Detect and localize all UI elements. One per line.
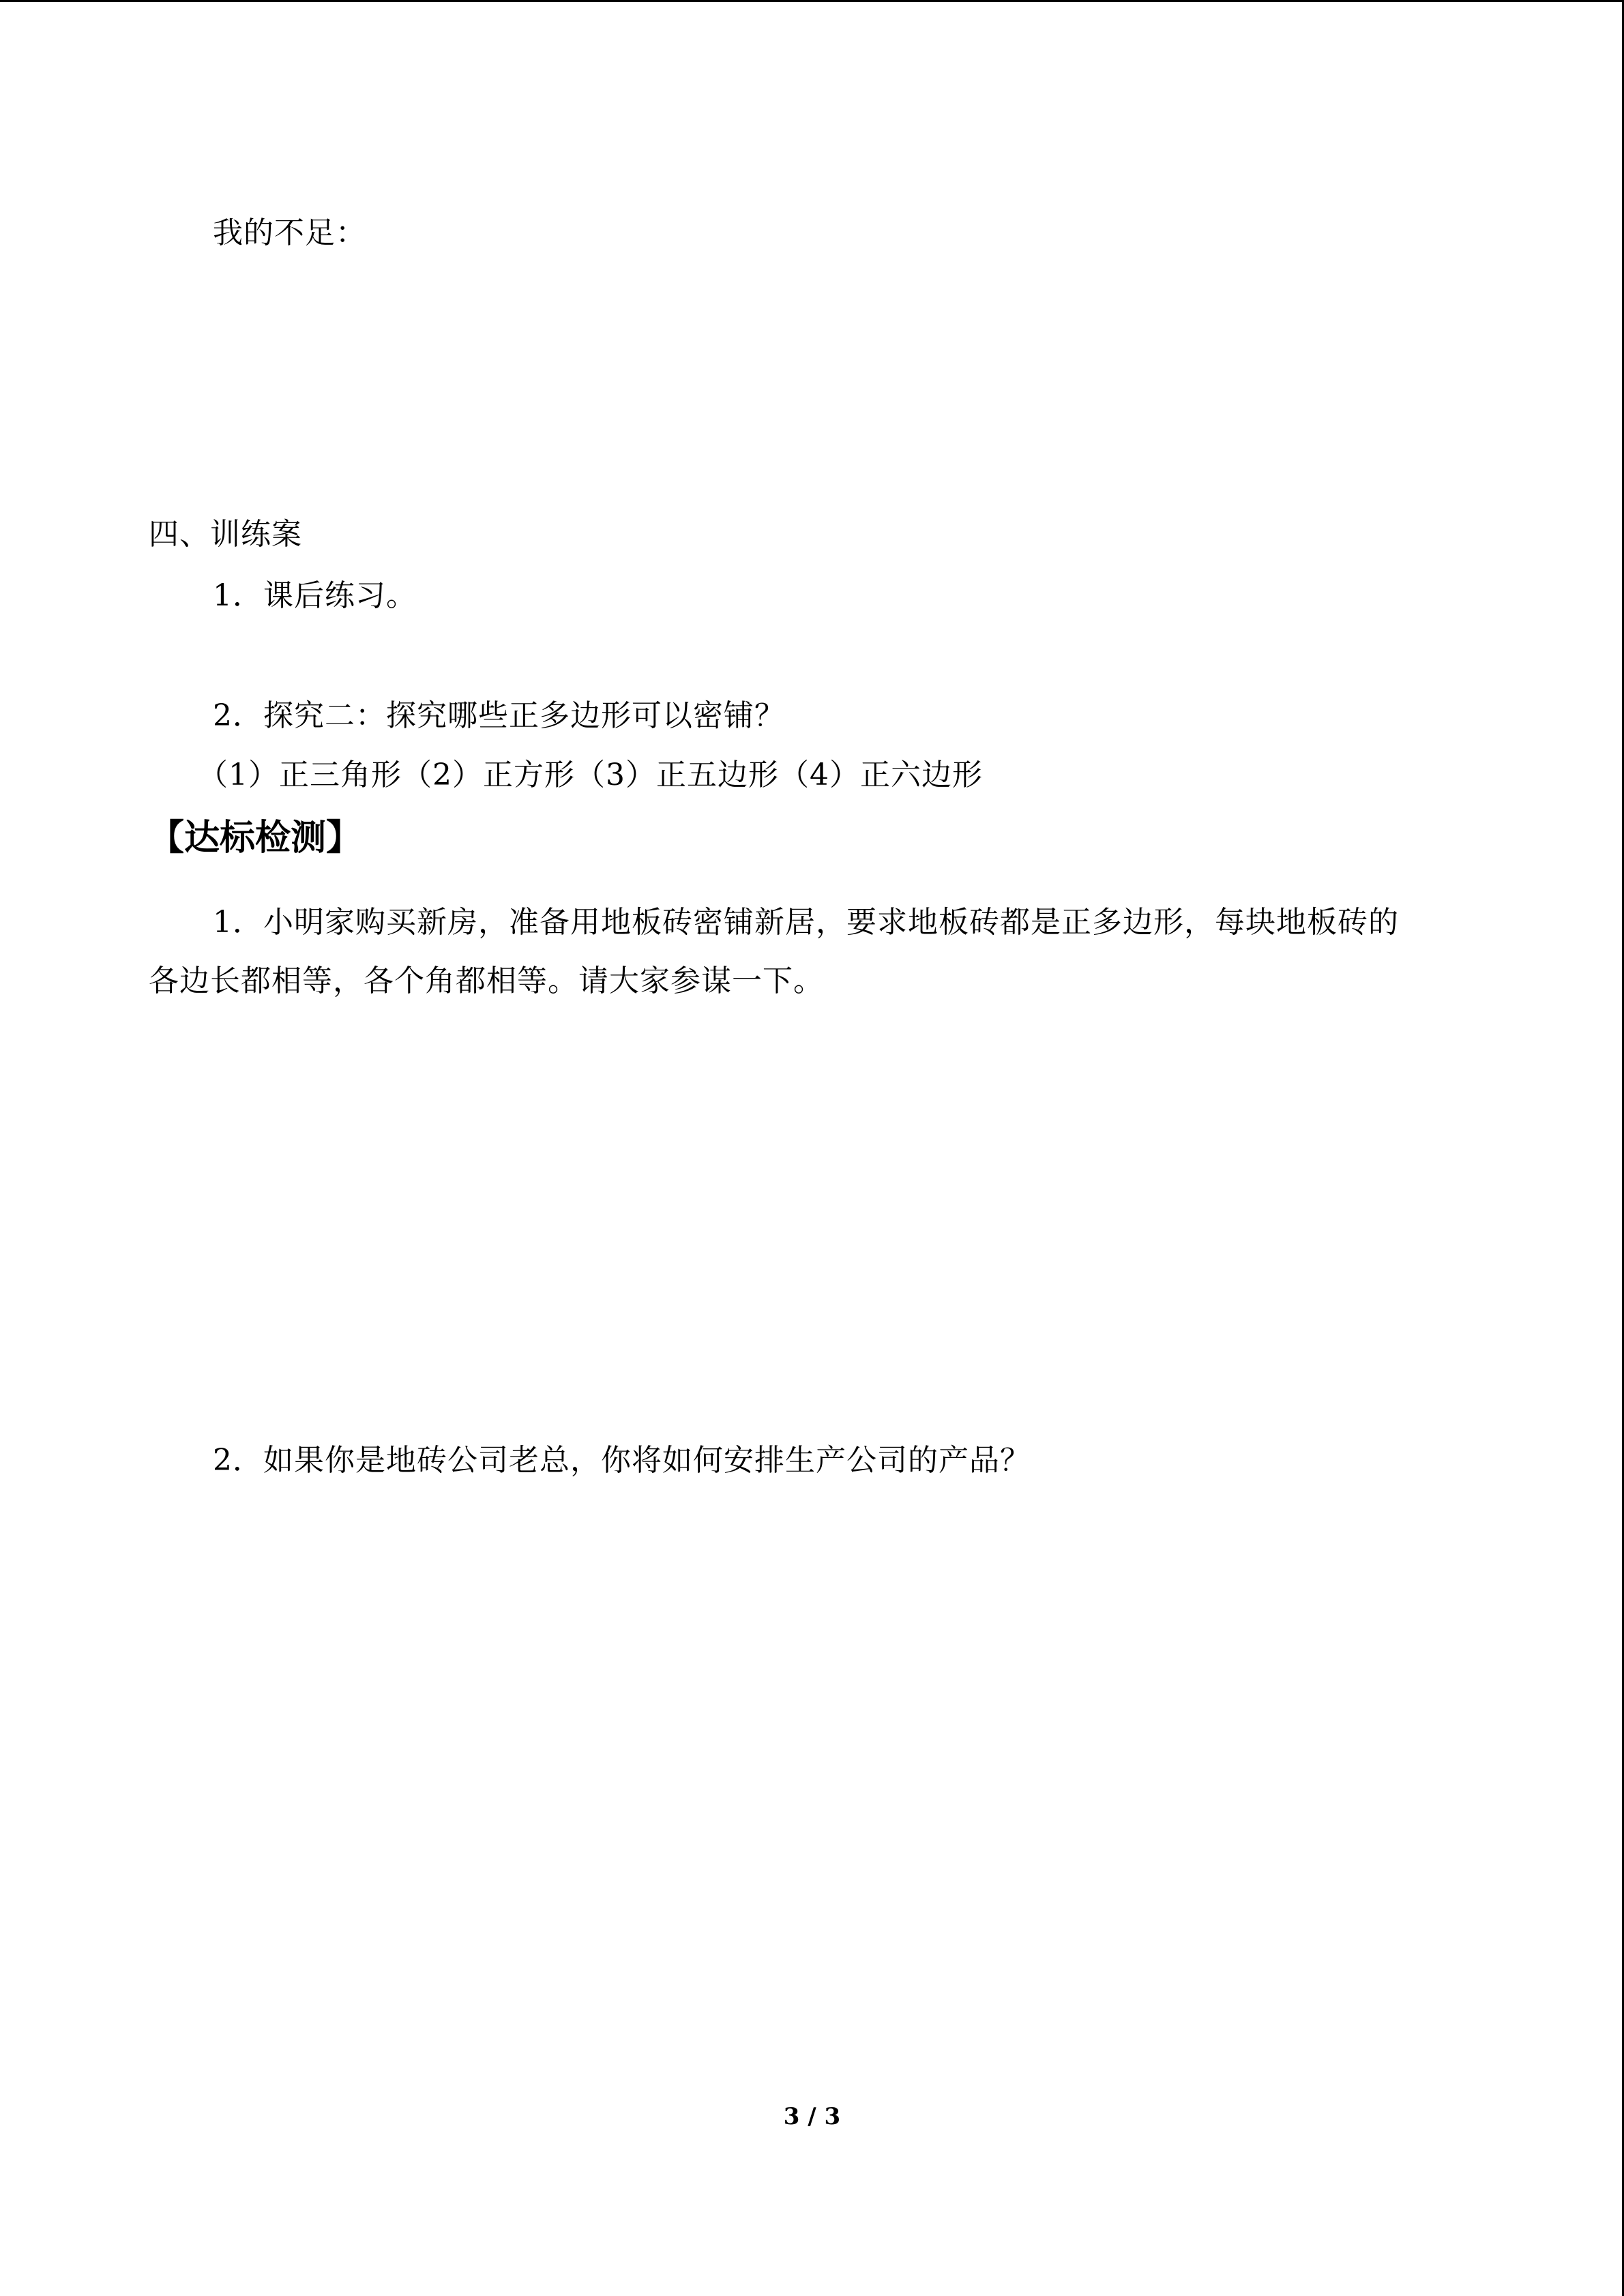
section4-title: 四、训练案: [149, 517, 302, 552]
page-border-top: [0, 0, 1624, 2]
section4-item-2-options: （1）正三角形（2）正方形（3）正五边形（4）正六边形: [198, 758, 983, 792]
section4-item-1: 1．课后练习。: [213, 578, 417, 613]
assessment-question-1-line-1: 1．小明家购买新房，准备用地板砖密铺新居，要求地板砖都是正多边形，每块地板砖的: [213, 905, 1399, 940]
assessment-question-2: 2．如果你是地砖公司老总，你将如何安排生产公司的产品？: [213, 1443, 1031, 1478]
assessment-heading: 【达标检测】: [149, 818, 362, 859]
assessment-question-1-line-2: 各边长都相等，各个角都相等。请大家参谋一下。: [149, 964, 824, 998]
my-shortcoming-label: 我的不足：: [213, 215, 366, 250]
section4-item-2: 2．探究二：探究哪些正多边形可以密铺？: [213, 698, 785, 733]
page-number: 3 / 3: [783, 2103, 841, 2130]
